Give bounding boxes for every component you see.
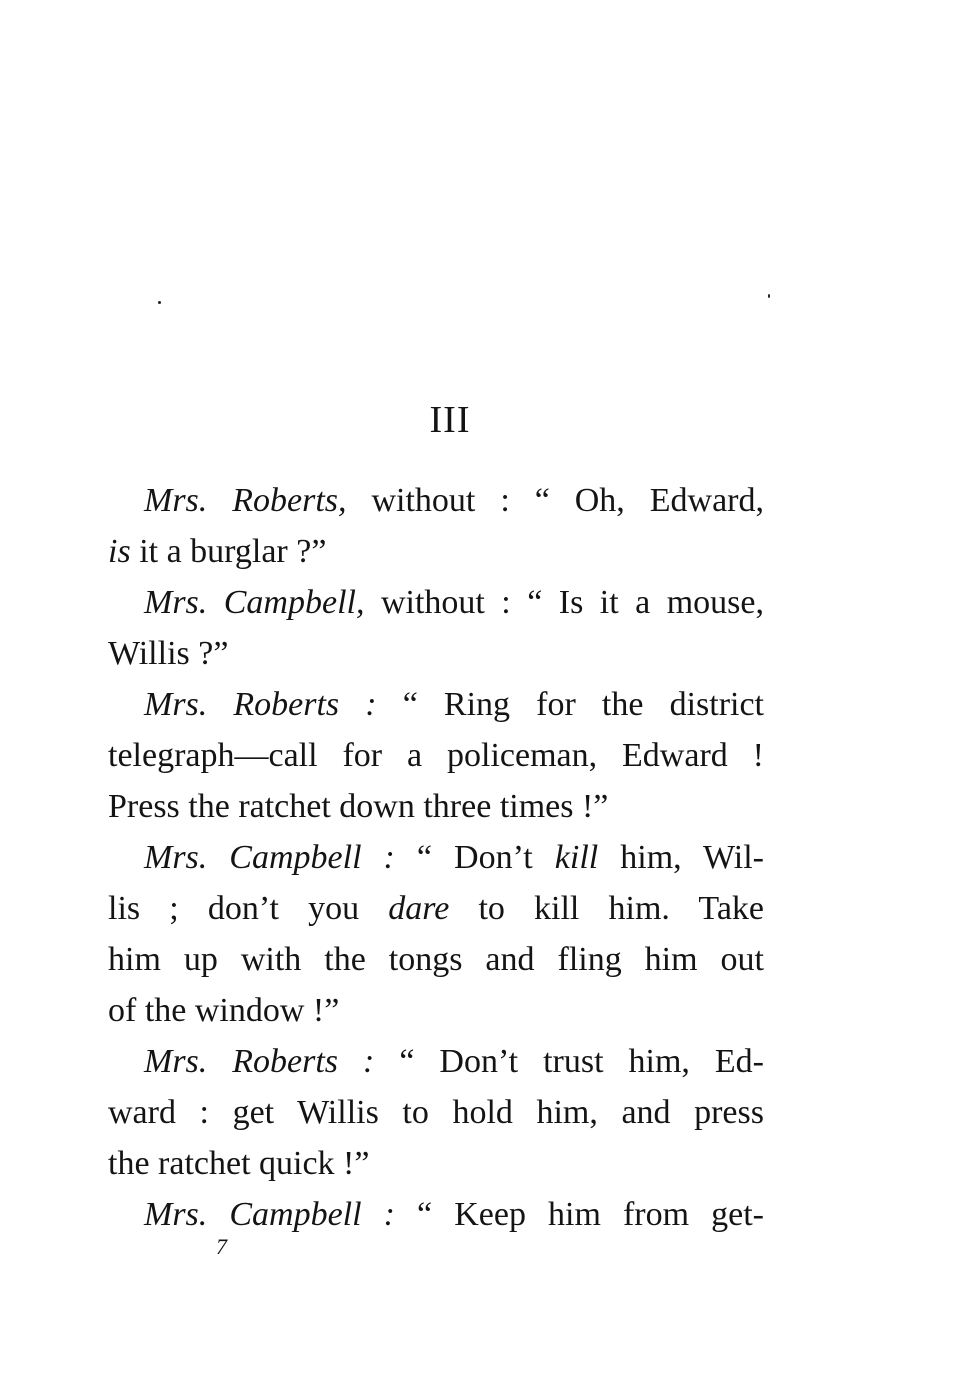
text-line: Press the ratchet down three times !”	[108, 788, 609, 825]
text-line: ward : get Willis to hold him, and press	[108, 1094, 764, 1131]
emphasis: kill	[554, 839, 599, 876]
emphasis: is	[108, 533, 131, 570]
paragraph	[108, 475, 764, 577]
text-line: the ratchet quick !”	[108, 1145, 370, 1182]
text-line: lis ; don’t you dare to kill him. Take	[108, 890, 764, 927]
page-body	[108, 475, 764, 1240]
print-speck	[158, 301, 161, 304]
speaker-name: Mrs. Roberts :	[144, 1043, 375, 1080]
text-line: is it a burglar ?”	[108, 533, 327, 570]
paragraph	[108, 577, 764, 679]
emphasis: dare	[388, 890, 450, 927]
text-line: Willis ?”	[108, 635, 229, 672]
text-line: of the window !”	[108, 992, 340, 1029]
paragraph	[108, 1189, 764, 1240]
text-line: Mrs. Roberts, without : “ Oh, Edward,	[144, 482, 764, 519]
text-line: Mrs. Roberts : “ Ring for the district	[144, 686, 764, 723]
text-line: Mrs. Roberts : “ Don’t trust him, Ed-	[144, 1043, 764, 1080]
paragraph	[108, 1036, 764, 1189]
text-line: Mrs. Campbell : “ Keep him from get-	[144, 1196, 764, 1233]
speaker-name: Mrs. Roberts :	[144, 686, 377, 723]
paragraph	[108, 679, 764, 832]
speaker-name: Mrs. Campbell :	[144, 839, 395, 876]
text-line: Mrs. Campbell, without : “ Is it a mouse,	[144, 584, 764, 621]
page-number: 7	[216, 1234, 227, 1259]
speaker-name: Mrs. Campbell,	[144, 584, 365, 621]
speaker-name: Mrs. Campbell :	[144, 1196, 395, 1233]
speaker-name: Mrs. Roberts,	[144, 482, 347, 519]
print-speck	[768, 294, 770, 298]
text-line: Mrs. Campbell : “ Don’t kill him, Wil-	[144, 839, 764, 876]
paragraph	[108, 832, 764, 1036]
text-line: telegraph—call for a policeman, Edward !	[108, 737, 764, 774]
text-line: him up with the tongs and fling him out	[108, 941, 764, 978]
chapter-heading: III	[429, 399, 471, 441]
